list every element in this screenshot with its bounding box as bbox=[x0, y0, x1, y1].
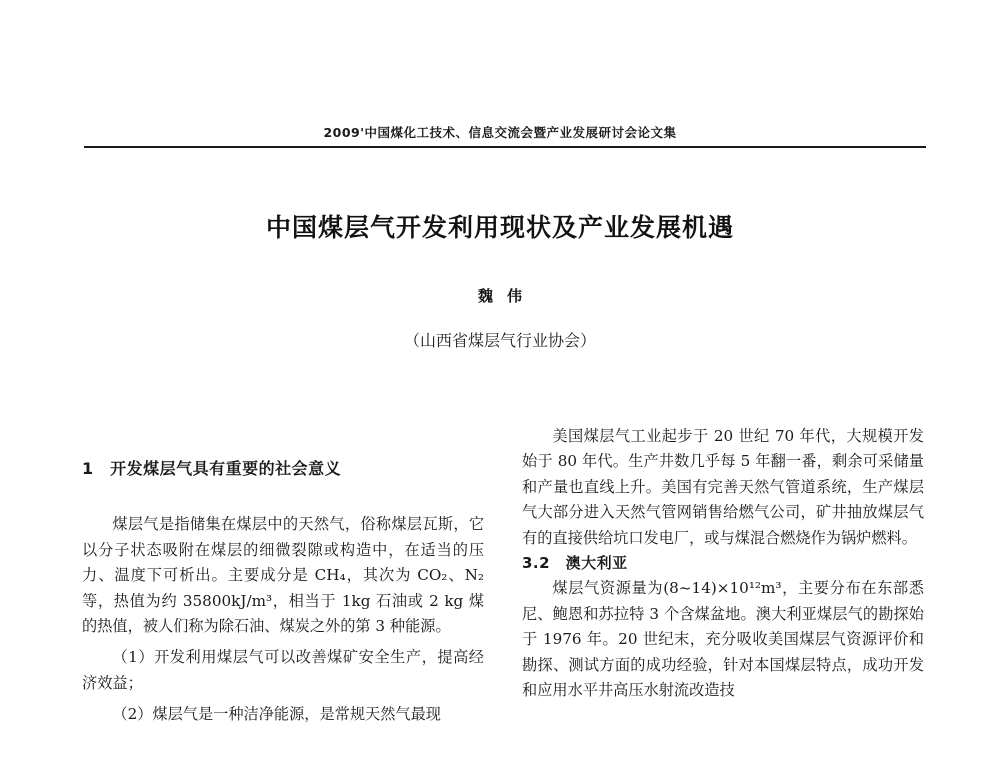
left-column bbox=[82, 424, 484, 728]
paragraph: 美国煤层气工业起步于 20 世纪 70 年代，大规模开发始于 80 年代。生产井数几乎每 5 年翻一番，剩余可采储量和产量也直线上升。美国有完善天然气管道系统，生产煤层气大部分进入天然气管网销售给燃气公司，矿井抽放煤层气有的直接供给坑口发电厂，或与煤混合燃烧作为锅炉燃料。 bbox=[522, 427, 924, 547]
paper-affiliation: （山西省煤层气行业协会） bbox=[403, 331, 596, 350]
section-1-heading: 1 开发煤层气具有重要的社会意义 bbox=[82, 459, 342, 478]
paper-author: 魏伟 bbox=[477, 287, 536, 305]
running-header: 2009'中国煤化工技术、信息交流会暨产业发展研讨会论文集 bbox=[323, 125, 677, 140]
paragraph: 煤层气是指储集在煤层中的天然气，俗称煤层瓦斯，它以分子状态吸附在煤层的细微裂隙或构造中，在适当的压力、温度下可析出。主要成分是 CH₄，其次为 CO₂、N₂ 等，热值为约 35800kJ/m³，相当于 1kg 石油或 2 kg 煤的热值，被人们称为除石油、煤炭之外的第 3 种能源。 bbox=[82, 515, 484, 636]
header-rule bbox=[84, 146, 926, 148]
section-3-2-heading: 3.2 澳大利亚 bbox=[522, 554, 628, 573]
right-column bbox=[522, 424, 924, 703]
list-item: （2）煤层气是一种洁净能源，是常规天然气最现 bbox=[112, 705, 441, 724]
paragraph: 煤层气资源量为(8~14)×10¹²m³，主要分布在东部悉尼、鲍恩和苏拉特 3 个含煤盆地。澳大利亚煤层气的勘探始于 1976 年。20 世纪末，充分吸收美国煤层气资源评价和勘探、测试方面的成功经验，针对本国煤层特点，成功开发和应用水平井高压水射流改造技 bbox=[522, 579, 924, 700]
list-item: （1）开发利用煤层气可以改善煤矿安全生产，提高经济效益； bbox=[82, 648, 484, 692]
paper-title: 中国煤层气开发利用现状及产业发展机遇 bbox=[265, 213, 734, 242]
